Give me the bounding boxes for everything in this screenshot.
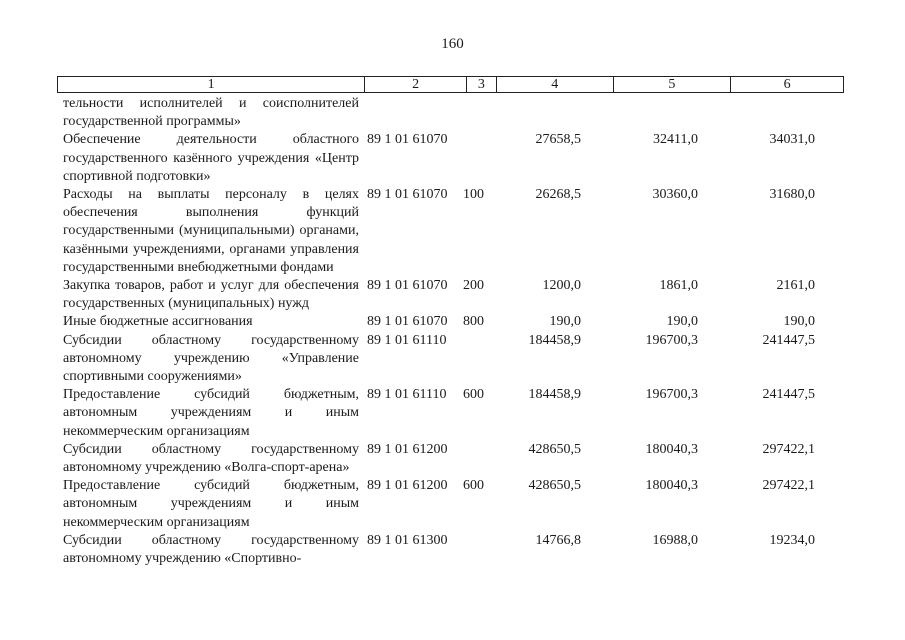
row-value-2 bbox=[581, 95, 698, 131]
table-row bbox=[63, 95, 844, 131]
row-name: Обеспечение деятельности областного государственного казённого учреждения «Центр спортивной подготовки» bbox=[63, 132, 359, 184]
page-number: 160 bbox=[441, 36, 464, 52]
row-value-3: 19234,0 bbox=[769, 532, 815, 548]
row-value-2: 30360,0 bbox=[652, 187, 698, 203]
row-value-1: 184458,9 bbox=[528, 332, 581, 348]
row-type: 800 bbox=[463, 314, 484, 330]
table-row bbox=[63, 131, 844, 186]
row-name: тельности исполнителей и соисполнителей государственной программы» bbox=[63, 96, 359, 130]
row-code: 89 1 01 61200 bbox=[367, 441, 448, 457]
row-value-3: 241447,5 bbox=[762, 332, 815, 348]
row-value-1: 184458,9 bbox=[528, 387, 581, 403]
table-row bbox=[63, 441, 844, 477]
table-row bbox=[63, 386, 844, 441]
row-value-1: 27658,5 bbox=[535, 132, 581, 148]
row-value-3: 190,0 bbox=[783, 314, 815, 330]
table-body bbox=[63, 95, 844, 568]
row-value-3: 34031,0 bbox=[769, 132, 815, 148]
row-value-3: 2161,0 bbox=[776, 278, 815, 294]
row-name: Расходы на выплаты персоналу в целях обеспечения выполнения функций государственными (муниципальными) органами, казёнными учреждениями, органами управления государственными внебюджетными фондами bbox=[63, 187, 359, 275]
row-value-1: 190,0 bbox=[549, 314, 581, 330]
row-value-2: 1861,0 bbox=[659, 278, 698, 294]
header-col-6: 6 bbox=[783, 77, 791, 92]
row-value-3: 31680,0 bbox=[769, 187, 815, 203]
row-type bbox=[463, 95, 493, 131]
row-type bbox=[463, 131, 493, 186]
row-code: 89 1 01 61070 bbox=[367, 314, 448, 330]
row-name: Субсидии областному государственному автономному учреждению «Волга-спорт-арена» bbox=[63, 441, 359, 476]
row-name: Предоставление субсидий бюджетным, автономным учреждениям и иным некоммерческим организациям bbox=[63, 387, 359, 439]
row-value-1: 26268,5 bbox=[535, 187, 581, 203]
row-name: Иные бюджетные ассигнования bbox=[63, 314, 253, 330]
row-value-1: 428650,5 bbox=[528, 441, 581, 457]
row-type bbox=[463, 441, 493, 477]
row-value-2: 32411,0 bbox=[653, 132, 698, 148]
row-type bbox=[463, 532, 493, 568]
table-row bbox=[63, 332, 844, 387]
row-type: 100 bbox=[463, 187, 484, 203]
row-value-1: 14766,8 bbox=[535, 532, 581, 548]
row-value-3: 297422,1 bbox=[762, 441, 815, 457]
row-value-2: 190,0 bbox=[666, 314, 698, 330]
row-type: 600 bbox=[463, 387, 484, 403]
row-name: Субсидии областному государственному автономному учреждению «Спортивно- bbox=[63, 532, 359, 567]
row-code bbox=[367, 95, 463, 131]
header-col-2: 2 bbox=[365, 77, 467, 92]
table-row bbox=[63, 313, 844, 331]
row-type: 600 bbox=[463, 478, 484, 494]
row-name: Предоставление субсидий бюджетным, автономным учреждениям и иным некоммерческим организациям bbox=[63, 478, 359, 530]
table-header bbox=[57, 76, 844, 93]
row-value-1: 1200,0 bbox=[542, 278, 581, 294]
table-row bbox=[63, 277, 844, 313]
row-value-2: 180040,3 bbox=[645, 478, 698, 494]
row-code: 89 1 01 61110 bbox=[367, 332, 447, 348]
row-value-2: 196700,3 bbox=[645, 387, 698, 403]
header-col-5: 5 bbox=[614, 77, 732, 92]
row-code: 89 1 01 61110 bbox=[367, 387, 447, 403]
row-code: 89 1 01 61070 bbox=[367, 278, 448, 294]
row-name: Субсидии областному государственному автономному учреждению «Управление спортивными сооружениями» bbox=[63, 332, 359, 385]
table-row bbox=[63, 186, 844, 277]
row-value-2: 196700,3 bbox=[645, 332, 698, 348]
row-type bbox=[463, 332, 493, 387]
row-value-3: 241447,5 bbox=[762, 387, 815, 403]
row-value-3 bbox=[698, 95, 815, 131]
row-type: 200 bbox=[463, 278, 484, 294]
header-col-3: 3 bbox=[467, 77, 497, 92]
row-code: 89 1 01 61070 bbox=[367, 132, 448, 148]
table-row bbox=[63, 477, 844, 532]
row-value-3: 297422,1 bbox=[762, 478, 815, 494]
row-code: 89 1 01 61300 bbox=[367, 532, 448, 548]
table-row bbox=[63, 532, 844, 568]
row-value-2: 16988,0 bbox=[652, 532, 698, 548]
header-col-4: 4 bbox=[497, 77, 614, 92]
row-value-1 bbox=[493, 95, 581, 131]
row-value-2: 180040,3 bbox=[645, 441, 698, 457]
row-name: Закупка товаров, работ и услуг для обеспечения государственных (муниципальных) нужд bbox=[63, 278, 359, 312]
header-col-1: 1 bbox=[58, 77, 365, 92]
row-value-1: 428650,5 bbox=[528, 478, 581, 494]
row-code: 89 1 01 61070 bbox=[367, 187, 448, 203]
row-code: 89 1 01 61200 bbox=[367, 478, 448, 494]
